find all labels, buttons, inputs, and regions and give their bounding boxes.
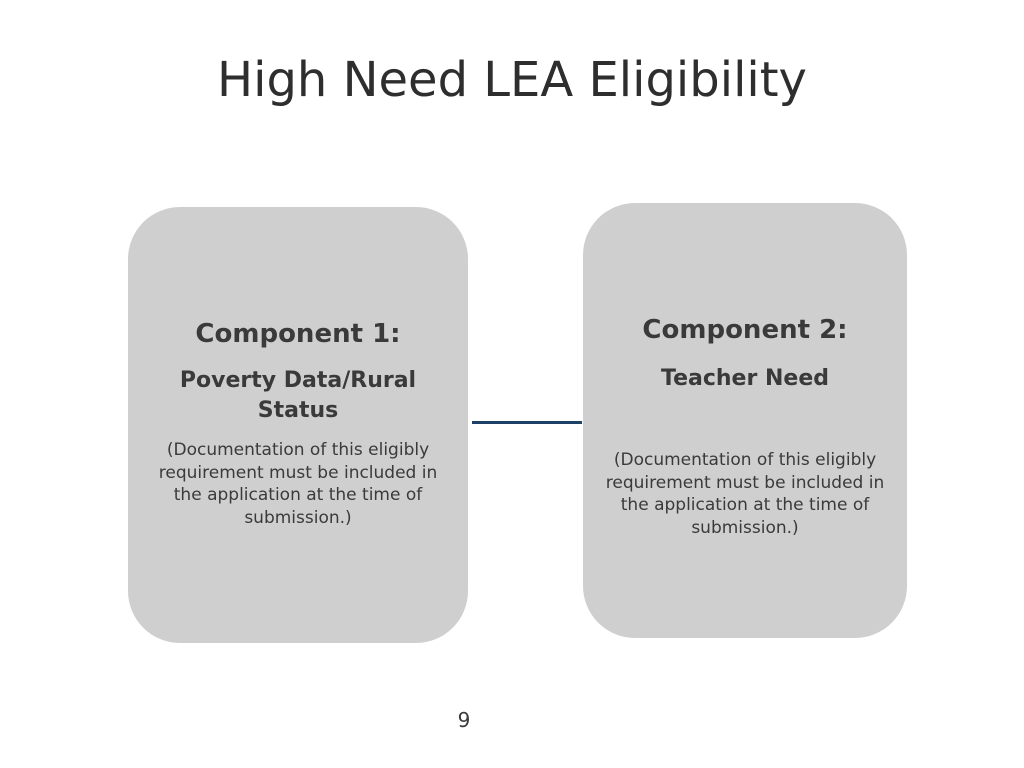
component-1-subheading: Poverty Data/Rural Status bbox=[179, 368, 417, 423]
component-2-box bbox=[583, 203, 907, 638]
component-1-box bbox=[128, 207, 468, 643]
slide-title: High Need LEA Eligibility bbox=[217, 52, 807, 108]
component-1-heading: Component 1: bbox=[195, 319, 401, 349]
connector-line bbox=[472, 421, 582, 424]
component-2-heading: Component 2: bbox=[642, 315, 848, 345]
page-number: 9 bbox=[457, 708, 471, 732]
component-2-note: (Documentation of this eligibly requirement must be included in the application at the time of submission.) bbox=[605, 450, 885, 538]
component-2-subheading: Teacher Need bbox=[661, 366, 829, 391]
component-1-note: (Documentation of this eligibly requirement must be included in the application at the time of submission.) bbox=[158, 440, 438, 528]
